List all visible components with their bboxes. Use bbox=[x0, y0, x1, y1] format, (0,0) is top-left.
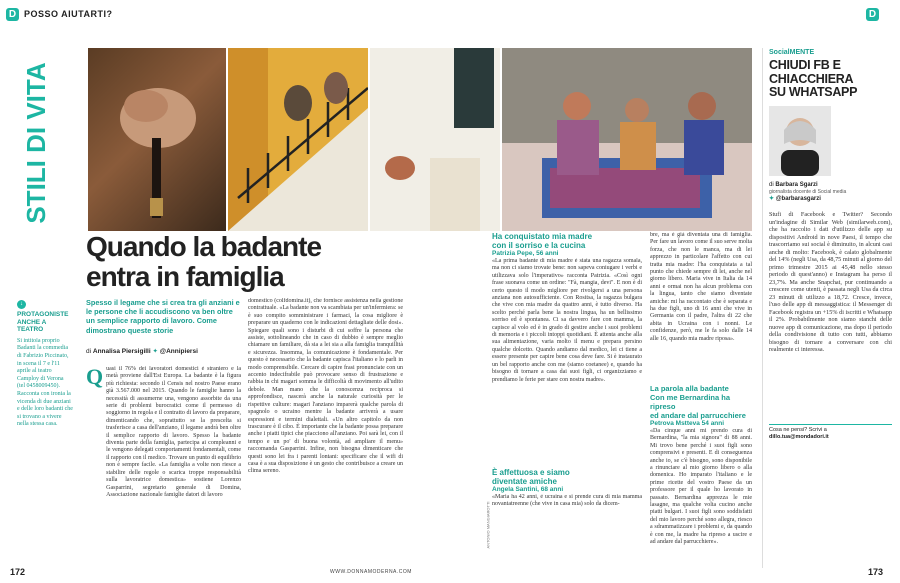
stairs-illustration bbox=[228, 48, 368, 231]
twitter-icon: ✦ bbox=[152, 348, 158, 355]
byline-prefix: di bbox=[86, 348, 92, 355]
sidebar-title-3: SU WHATSAPP bbox=[769, 85, 858, 99]
avatar bbox=[769, 106, 831, 176]
sidebar-footer bbox=[769, 424, 892, 441]
sidebar-title-2: CHIACCHIERA bbox=[769, 71, 854, 86]
title-line-1: Quando la badante bbox=[86, 231, 322, 262]
footer-url: WWW.DONNAMODERNA.COM bbox=[330, 569, 412, 575]
twitter-icon-sidebar: ✦ bbox=[769, 196, 775, 202]
sidebar-text: Si intitola proprio Badanti la commedia di Fabrizio Piccinato, in scena il 7 e l'11 aprile al teatro Camploy di Verona (tel 0458009450). Racconta con ironia la vicenda di due anziani e delle loro badanti che si trovano a vivere nella stessa casa. bbox=[17, 337, 73, 428]
sidebar-footer-email[interactable]: dillo.tua@mondadori.it bbox=[769, 434, 829, 440]
sidebar-protagoniste bbox=[17, 300, 73, 450]
sidebar-handle[interactable]: @barbarasgarzi bbox=[775, 196, 821, 202]
sidebar-heading-1: PROTAGONISTE bbox=[17, 311, 69, 318]
story-2-byline: Angela Santini, 68 anni bbox=[492, 486, 564, 493]
sidebar-author-role: giornalista docente di Social media bbox=[769, 188, 847, 195]
sidebar-author: Barbara Sgarzi bbox=[775, 181, 818, 188]
article-col-1 bbox=[86, 366, 241, 565]
stories-col-3 bbox=[492, 232, 642, 567]
story-3-head-1: La parola alla badante bbox=[650, 384, 729, 393]
side-title-box bbox=[16, 48, 56, 238]
byline-handle[interactable]: @Annipiersi bbox=[159, 348, 198, 355]
story-2-head-2: diventate amiche bbox=[492, 477, 557, 486]
photo-credit: ANTONIO MANGIAROTTI bbox=[485, 501, 491, 549]
col-4-continuation: bre, ma è già diventata una di famiglia. Per fare un lavoro come il suo serve molta forza, che non le manca, ma di lei apprezzo in particolare l'affetto con cui tratta mia madre: l'ha conquistata a tal punto che chiede sempre di lei, anche nel giorno libero. Maria vive in Italia da 14 anni e ormai non ha alcun problema con la lingua, tanto che siamo diventate amiche: mi ha raccontato che è separata e ha due figli, uno di 16 anni che vive in Germania con il padre, l'altra di 22 che abita in Ucraina con i nonni. Le confidenze, però, me le fa solo dalle 14 alle 16, quando mia madre riposa». bbox=[650, 232, 752, 342]
sidebar-author-prefix: di bbox=[769, 181, 774, 188]
story-3-head-3: ed andare dal parrucchiere bbox=[650, 411, 746, 420]
title-line-2: entra in famiglia bbox=[86, 261, 284, 292]
side-title: STILI DI VITA bbox=[21, 62, 51, 224]
story-2-text: «Maria ha 42 anni, è ucraina e si prende cura di mia mamma novantatreenne (che vive in casa mia) solo da dicem- bbox=[492, 494, 642, 508]
story-3-byline: Petrova Mstteva 54 anni bbox=[650, 420, 725, 427]
hands-illustration bbox=[88, 48, 226, 231]
page-number-left: 172 bbox=[10, 567, 26, 577]
logo-badge-left: D bbox=[6, 8, 19, 21]
story-3-head-2: Con me Bernardina ha ripreso bbox=[650, 393, 731, 411]
sidebar-kicker: SocialMENTE bbox=[769, 49, 815, 56]
standfirst: Spesso il legame che si crea tra gli anziani e le persone che li accudiscono va ben oltre un semplice rapporto di lavoro. Come dimostrano queste storie bbox=[86, 298, 240, 335]
photo-apartment bbox=[370, 48, 500, 231]
sidebar-title-1: CHIUDI FB E bbox=[769, 58, 841, 72]
down-arrow-icon: ↓ bbox=[17, 300, 26, 309]
col-1-text: uasi il 76% dei lavoratori domestici è straniero e la metà proviene dall'Est Europa. La badante è la figura più richiesta: secondo il Censis nel nostro Paese erano già 3.567.000 nel 2015. Quando le famiglie hanno la necessità di assumerne una, vengono assorbite da una serie di problemi burocratici come il permesso di soggiorno in regola e il contratto di lavoro da preparare, dimenticando che, soprattutto se la prescelta si trasferisce a casa dell'anziano, il legame andrà ben oltre il semplice rapporto di lavoro. Spesso la badante diventa parte della famiglia, partecipa ai compleanni e le vengono delegati comportamenti fondamentali, come il rapporto con il medico. Trovare un punto di equilibrio non è sempre facile. «La famiglia a volte non riesce a stabilire delle regole o scarica troppe responsabilità sulla lavoratrice domestica» sostiene Lorenzo Gasparrini, segretario generale di Domina, Associazione nazionale famiglie datori di lavoro bbox=[106, 366, 241, 498]
story-1-head-1: Ha conquistato mia madre bbox=[492, 232, 593, 241]
apartment-illustration bbox=[370, 48, 500, 231]
photo-hands-cane bbox=[88, 48, 226, 231]
sidebar-text: Stufi di Facebook e Twitter? Secondo un'indagine di Similar Web (similarweb.com), che ha raccolto i dati d'utilizzo delle app su dispositivi Android in nove Paesi, il tempo che trascorriamo sui social è diminuito, in alcuni casi anche di molto: Facebook, è calato globalmente del 14% (negli Usa, da 48,75 minuti al giorno del primo trimestre 2015 ai 45,48 nello stesso periodo di quest'anno) e Instagram ha perso il 23,7%. Ma anche Snapchat, pur continuando a crescere come utenti, è passata negli Usa da circa 23 minuti di utilizzo a 18,72. Cresce, invece, l'uso delle app di messaggistica: il Messenger di Facebook registra un +15% di iscritti e Whatsapp il 2%. Probabilmente non siamo stanchi delle nuove app di comunicazione, ma dopo il periodo della condivisione di tutto con tutti, abbiamo bisogno di tornare a conversare con chi realmente ci interessa. bbox=[769, 211, 892, 353]
sidebar-handle-line bbox=[769, 195, 892, 203]
photo-stairs bbox=[228, 48, 368, 231]
byline bbox=[86, 348, 246, 356]
sidebar-title bbox=[769, 59, 892, 100]
sidebar-heading-2: ANCHE A TEATRO bbox=[17, 318, 47, 334]
byline-author: Annalisa Piersigilli bbox=[92, 348, 151, 355]
story-3-text: «Da cinque anni mi prendo cura di Bernardina, "la mia signora" di 88 anni. Mi trovo bene perché i suoi figli sono comprensivi e presenti. E di conseguenza anche io, se c'è bisogno, sono disponibile a rinunciare al mio giorno libero o alla domenica. Ho imparato l'italiano e le prime ricette del vostro Paese da un professore per il quale ho lavorato in passato. Bernardina apprezza le mie lasagne, ma qualche volta cucino anche piatti bulgari. I suoi figli sono soddisfatti del mio lavoro perché sono allegra, riesco a sdrammatizzare i problemi e, da quando è con me, la madre ha ripreso a uscire e ad andare dal parrucchiere». bbox=[650, 428, 752, 546]
story-1-head-2: con il sorriso e la cucina bbox=[492, 241, 586, 250]
sidebar-socialmente bbox=[762, 48, 892, 568]
stories-col-4 bbox=[650, 232, 752, 567]
article-col-2: domestico (colfdomina.it), che fornisce assistenza nella gestione contrattuale. «La badante non va scambiata per un'infermiera: se è suo compito somministrare i farmaci, la cosa migliore è preparare un quaderno con le indicazioni dettagliate delle dosi». Spiegare quali sono i disturbi di cui soffre la persona che assiste, sottolineando che in caso di dubbio è sempre meglio chiamare un familiare, dà sia a lei sia a alla famiglia tranquillità e sicurezza. Insomma, la comunicazione è fondamentale. Per questo è necessario che la badante capisca l'italiano e lo parli in modo comprensibile. Cercare di capire frasi pronunciate con un accento indecifrabile può provocare senso di frustrazione e rabbia in chi magari somma le difficoltà di movimento all'udito debole. Man mano che la conoscenza reciproca si approfondisce, nascerà anche la naturale curiosità per le rispettive culture: magari l'anziano imparerà qualche parola di spagnolo o ucraino mentre la badante arriverà a usare espressioni e termini dialettali. «Un altro capitolo da non trascurare è il cibo. È importante che la badante possa preparare anche i piatti tipici che piacciono all'anziano. Poi sarà lei, con il tempo e un po' di buona volontà, ad ampliare il menu» raccomanda Gasparrini. Infine, non bisogna dimenticare che questi sono lei fra i parenti lontani: specificare che il wifi di casa è a sua disposizione è un gesto che contribuisce a creare un clima sereno. bbox=[248, 298, 403, 475]
story-2-head-1: È affettuosa e siamo bbox=[492, 468, 570, 477]
section-label: POSSO AIUTARTI? bbox=[24, 9, 113, 19]
dropcap: Q bbox=[86, 366, 104, 389]
article-title bbox=[86, 232, 321, 292]
sidebar-author-line bbox=[769, 181, 892, 189]
sidebar-footer-1: Cosa ne pensi? Scrivi a bbox=[769, 427, 827, 433]
photo-kitchen bbox=[502, 48, 752, 231]
logo-badge-right: D bbox=[866, 8, 879, 21]
story-1-byline: Patrizia Pepe, 56 anni bbox=[492, 250, 559, 257]
kitchen-illustration bbox=[502, 48, 752, 231]
author-photo bbox=[769, 106, 831, 176]
page-number-right: 173 bbox=[868, 567, 884, 577]
story-1-text: «La prima badante di mia madre è stata una ragazza somala, ma non ci siamo trovate bene: non sapeva coniugare i verbi e utilizzava solo l'imperativo» racconta Patrizia. «Così ogni frase suonava come un ordine: "Fà, mangia, devi". E non è di certo questo il modo migliore per rivolgersi a una persona anziana non autosufficiente. Con Rositsa, la ragazza bulgara che vive con mia madre da quattro anni, è tutto diverso. Ha scelto perché parla bene la nostra lingua, ha un bellissimo sorriso ed è spontanea. Ci sa davvero fare con mamma, la capisce al volo ed è in grado di gestire anche i suoi problemi di memoria e i piccoli intoppi quotidiani. È attenta anche alla sua alimentazione, varia molto il menu e prepara persino qualche dolcetto. Quando andiamo dal medico, lei ci tiene a essere presente per capire bene cosa deve fare. Si è instaurato un bel rapporto anche con me (siamo coetanee) e, quando ha bisogno di tornare a casa dai suoi figli, ci organizziamo e prendiamo le ferie per stare con nostra madre». bbox=[492, 258, 642, 383]
photo-credit-box bbox=[485, 480, 491, 570]
